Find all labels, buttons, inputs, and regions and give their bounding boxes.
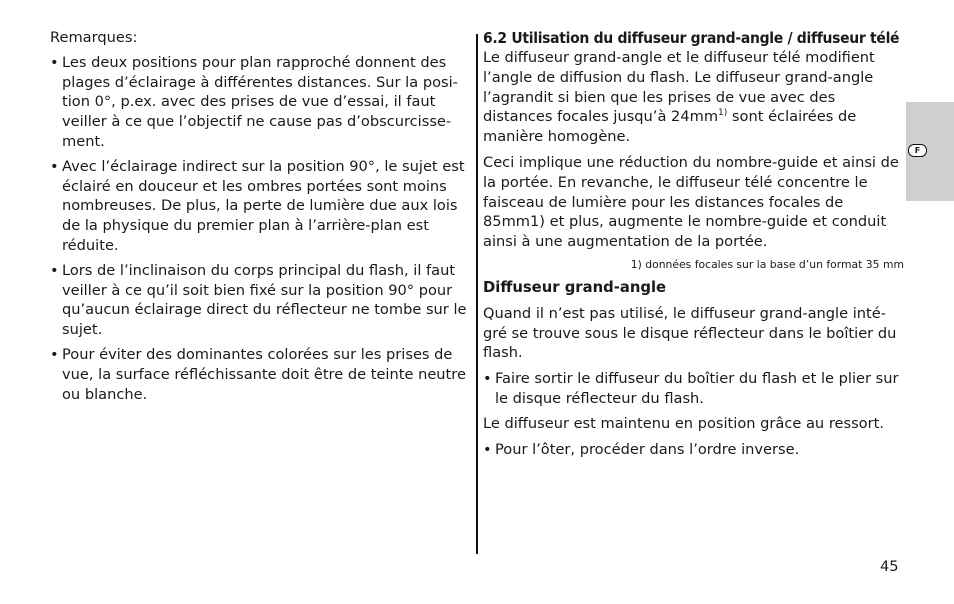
instruction-text: Pour l’ôter, procéder dans l’ordre inverse. [495, 440, 800, 458]
remark-item [50, 345, 472, 404]
spring-paragraph: Le diffuseur est maintenu en position grâce au ressort. [483, 414, 884, 432]
remark-text: Lors de l’inclinaison du corps principal du flash, il faut veiller à ce qu’il soit bien fixé sur la position 90° pour qu’aucun éclairage direct du réflecteur ne tombe sur le sujet. [62, 261, 467, 339]
remark-item [50, 53, 472, 152]
bullet-icon: • [50, 345, 59, 363]
intro-paragraph [483, 48, 908, 147]
bullet-icon: • [50, 53, 59, 71]
intro-text: Le diffuseur grand-angle et le diffuseur télé modifient l’angle de diffusion du flash. Le diffuseur grand-angle l’agrandit si bien que les prises de vue avec des distances focales jusqu’à 24mm [483, 49, 875, 126]
intro-text-end: sont éclairées de manière homogène. [483, 108, 857, 146]
bullet-icon: • [483, 370, 492, 388]
bullet-icon: • [483, 440, 492, 458]
instruction-item [483, 369, 908, 409]
remark-item [50, 261, 472, 340]
language-badge: F [908, 144, 927, 157]
page-number: 45 [880, 558, 899, 575]
bullet-icon: • [50, 157, 59, 175]
remark-item [50, 157, 472, 256]
tele-paragraph: Ceci implique une réduction du nombre-guide et ainsi de la portée. En revanche, le diffuseur télé concentre le faisceau de lumière pour les distances focales de 85mm1) et plus, augmente le nombre-guide et conduit ainsi à une augmentation de la portée. [483, 153, 899, 251]
remarks-label: Remarques: [50, 29, 138, 46]
left-column [50, 28, 472, 409]
instruction-text: Faire sortir le diffuseur du boîtier du flash et le plier sur le disque réflecteur du flash. [495, 370, 899, 407]
remark-text: Les deux positions pour plan rapproché donnent des plages d’éclairage à différentes distances. Sur la posi-tion 0°, p.ex. avec des prises de vue d’essai, il faut veiller à ce que l’objectif ne cause pas d’obscurcisse-ment. [62, 53, 458, 150]
footnote: 1) données focales sur la base d’un format 35 mm [630, 257, 904, 271]
right-column [483, 28, 908, 464]
subheading: Diffuseur grand-angle [483, 278, 667, 296]
bullet-icon: • [50, 261, 59, 279]
section-heading: 6.2 Utilisation du diffuseur grand-angle / diffuseur télé [483, 29, 900, 47]
footnote-marker: 1) [718, 108, 728, 119]
instruction-item [483, 440, 908, 460]
column-divider [476, 34, 478, 554]
remark-text: Avec l’éclairage indirect sur la position 90°, le sujet est éclairé en douceur et les ombres portées sont moins nombreuses. De plus, la perte de lumière due aux lois de la physique du premier plan à l’arrière-plan est réduite. [62, 157, 465, 254]
wide-angle-paragraph: Quand il n’est pas utilisé, le diffuseur grand-angle inté-gré se trouve sous le disque réflecteur dans le boîtier du flash. [483, 304, 897, 362]
remark-text: Pour éviter des dominantes colorées sur les prises de vue, la surface réfléchissante doit être de teinte neutre ou blanche. [62, 345, 466, 403]
